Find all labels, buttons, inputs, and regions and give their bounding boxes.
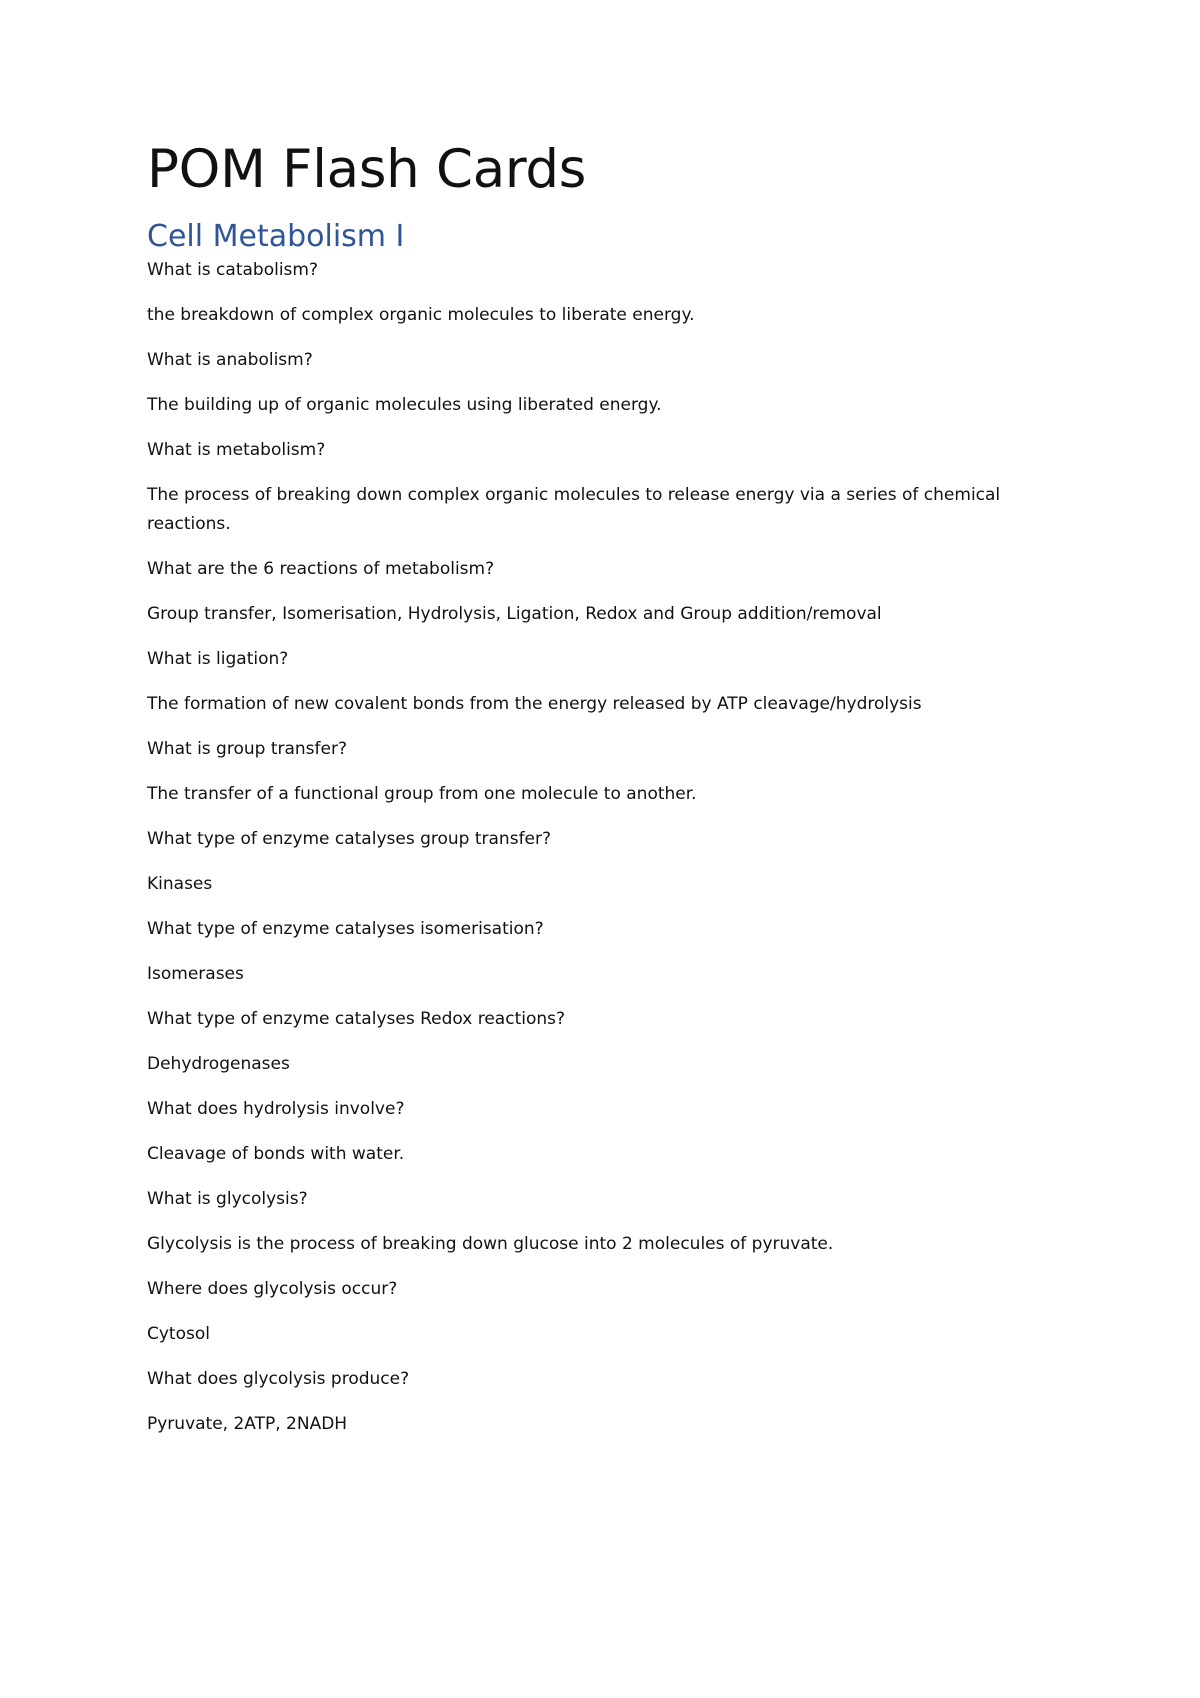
answer-text: the breakdown of complex organic molecules to liberate energy. <box>147 305 695 326</box>
question-text: What is anabolism? <box>147 350 313 371</box>
answer-text: The formation of new covalent bonds from the energy released by ATP cleavage/hydrolysis <box>147 694 922 715</box>
question-text: What is metabolism? <box>147 440 326 461</box>
document-title: POM Flash Cards <box>147 139 587 200</box>
question-text: Where does glycolysis occur? <box>147 1279 398 1300</box>
answer-text: Cleavage of bonds with water. <box>147 1144 405 1165</box>
question-text: What does glycolysis produce? <box>147 1369 410 1390</box>
question-text: What does hydrolysis involve? <box>147 1099 405 1120</box>
document-page <box>147 138 1067 1439</box>
flashcard-list <box>147 256 1067 1439</box>
question-text: What type of enzyme catalyses Redox reactions? <box>147 1009 566 1030</box>
question-text: What are the 6 reactions of metabolism? <box>147 559 495 580</box>
answer-text: Kinases <box>147 874 213 895</box>
answer-text: The building up of organic molecules using liberated energy. <box>147 395 662 416</box>
answer-text: Pyruvate, 2ATP, 2NADH <box>147 1414 348 1435</box>
answer-text: Glycolysis is the process of breaking down glucose into 2 molecules of pyruvate. <box>147 1234 834 1255</box>
section-heading: Cell Metabolism I <box>147 218 405 254</box>
question-text: What is group transfer? <box>147 739 347 760</box>
answer-text: Cytosol <box>147 1324 210 1345</box>
answer-text: The transfer of a functional group from one molecule to another. <box>147 784 697 805</box>
question-text: What is glycolysis? <box>147 1189 308 1210</box>
answer-text: Group transfer, Isomerisation, Hydrolysis, Ligation, Redox and Group addition/removal <box>147 604 882 625</box>
question-text: What is ligation? <box>147 649 289 670</box>
answer-text: Isomerases <box>147 964 244 985</box>
question-text: What type of enzyme catalyses group transfer? <box>147 829 552 850</box>
question-text: What type of enzyme catalyses isomerisation? <box>147 919 544 940</box>
answer-text: Dehydrogenases <box>147 1054 290 1075</box>
question-text: What is catabolism? <box>147 260 318 281</box>
answer-text: The process of breaking down complex organic molecules to release energy via a series of chemical reactions. <box>147 485 1001 535</box>
